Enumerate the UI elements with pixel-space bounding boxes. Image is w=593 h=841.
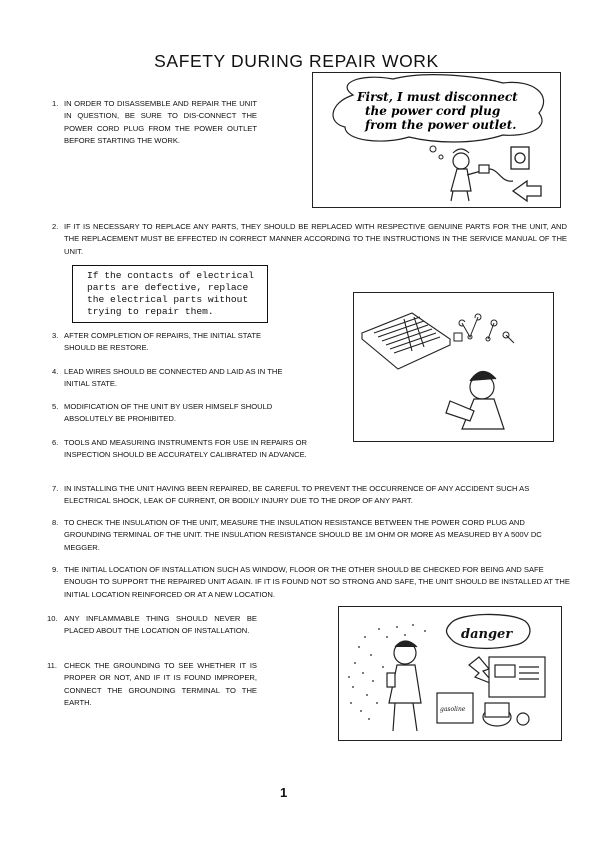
item-text: AFTER COMPLETION OF REPAIRS, THE INITIAL STATE SHOULD BE RESTORE. [64,331,262,353]
item-number: 3. [52,331,59,340]
item-number: 6. [52,438,59,447]
item-text: LEAD WIRES SHOULD BE CONNECTED AND LAID AS IN THE INITIAL STATE. [64,367,283,389]
item-2 [52,221,567,258]
item-text: TO CHECK THE INSULATION OF THE UNIT, MEASURE THE INSULATION RESISTANCE BETWEEN THE POWER CORD PLUG AND GROUNDING TERMINAL OF THE UNIT. THE INSULATION RESISTANCE SHOULD BE 1M OHM OR MORE AS MEASURED BY A 500V DC MEGGER. [64,518,542,552]
technician-reading-icon [446,371,504,429]
item-text: TOOLS AND MEASURING INSTRUMENTS FOR USE IN REPAIRS OR INSPECTION SHOULD BE ACCURATELY CALIBRATED IN ADVANCE. [64,438,307,460]
danger-sign-icon [447,614,530,648]
page-number: 1 [280,785,288,800]
item-number: 9. [52,565,59,574]
item-5 [52,401,307,426]
gasoline-label: gasoline [440,706,466,713]
circuit-parts-icon [454,314,514,343]
note-line-1: If the contacts of electrical [87,270,254,281]
plug-icon [479,165,513,181]
gasoline-can-icon [437,693,473,723]
speech-line-3: from the power outlet. [365,118,517,132]
illustration-disconnect-plug [312,72,561,208]
item-10 [47,613,257,638]
manual-book-icon [362,313,450,369]
item-text: THE INITIAL LOCATION OF INSTALLATION SUCH AS WINDOW, FLOOR OR THE OTHER SHOULD BE CHECKED FOR BEING AND SAFE ENOUGH TO SUPPORT THE REPAIRED UNIT AGAIN. IF IT IS FOUND NOT SO STRONG AND SAFE, THE UNIT SHOULD BE INSTALLED AT THE INITIAL LOCATION REINFORCED OR AT A NEW LOCATION. [64,565,570,599]
power-outlet-icon [511,147,529,169]
repairman-icon [451,149,481,201]
item-number: 7. [52,484,59,493]
note-box [72,265,268,323]
item-9 [52,564,572,601]
stove-icon [489,657,545,697]
item-number: 2. [52,222,59,231]
illustration-service-manual [353,292,554,442]
person-with-spray-icon [387,641,421,731]
item-text: MODIFICATION OF THE UNIT BY USER HIMSELF SHOULD ABSOLUTELY BE PROHIBITED. [64,402,273,424]
danger-sign-text: danger [461,627,513,642]
item-number: 5. [52,402,59,411]
item-11 [47,660,257,710]
illustration-inflammable-danger [338,606,562,741]
page-title: SAFETY DURING REPAIR WORK [154,51,439,71]
item-text: IN INSTALLING THE UNIT HAVING BEEN REPAIRED, BE CAREFUL TO PREVENT THE OCCURRENCE OF ANY ACCIDENT SUCH AS ELECTRICAL SHOCK, LEAK OF CURRENT, OR BODILY INJURY DUE TO THE DROP OF ANY PART. [64,484,530,506]
note-line-4: trying to repair them. [87,306,214,317]
item-4 [52,366,307,391]
item-number: 11. [47,661,57,670]
item-6 [52,437,307,462]
item-8 [52,517,567,554]
speech-line-2: the power cord plug [365,104,501,118]
item-7 [52,483,567,508]
speech-line-1: First, I must disconnect [357,90,518,104]
arrow-icon [513,181,541,201]
item-text: ANY INFLAMMABLE THING SHOULD NEVER BE PLACED ABOUT THE LOCATION OF INSTALLATION. [64,614,257,636]
item-text: CHECK THE GROUNDING TO SEE WHETHER IT IS PROPER OR NOT, AND IF IT IS FOUND IMPROPER, CONNECT THE GROUNDING TERMINAL TO THE EARTH. [64,661,257,708]
note-line-3: the electrical parts without [87,294,249,305]
item-text: IN ORDER TO DISASSEMBLE AND REPAIR THE UNIT IN QUESTION, BE SURE TO DIS-CONNECT THE POWER CORD PLUG FROM THE POWER OUTLET BEFORE STARTING THE WORK. [64,99,257,146]
item-text: IF IT IS NECESSARY TO REPLACE ANY PARTS, THEY SHOULD BE REPLACED WITH RESPECTIVE GENUINE PARTS FOR THE UNIT, AND THE REPLACEMENT MUST BE EFFECTED IN CORRECT MANNER ACCORDING TO THE INSTRUCTIONS IN THE SERVICE MANUAL OF THE UNIT. [64,222,567,256]
item-number: 8. [52,518,59,527]
note-line-2: parts are defective, replace [87,282,249,293]
item-number: 4. [52,367,59,376]
item-number: 1. [52,99,59,108]
item-3 [52,330,307,355]
item-1 [52,98,257,148]
item-number: 10. [47,614,58,623]
gas-bottle-icon [483,703,529,726]
